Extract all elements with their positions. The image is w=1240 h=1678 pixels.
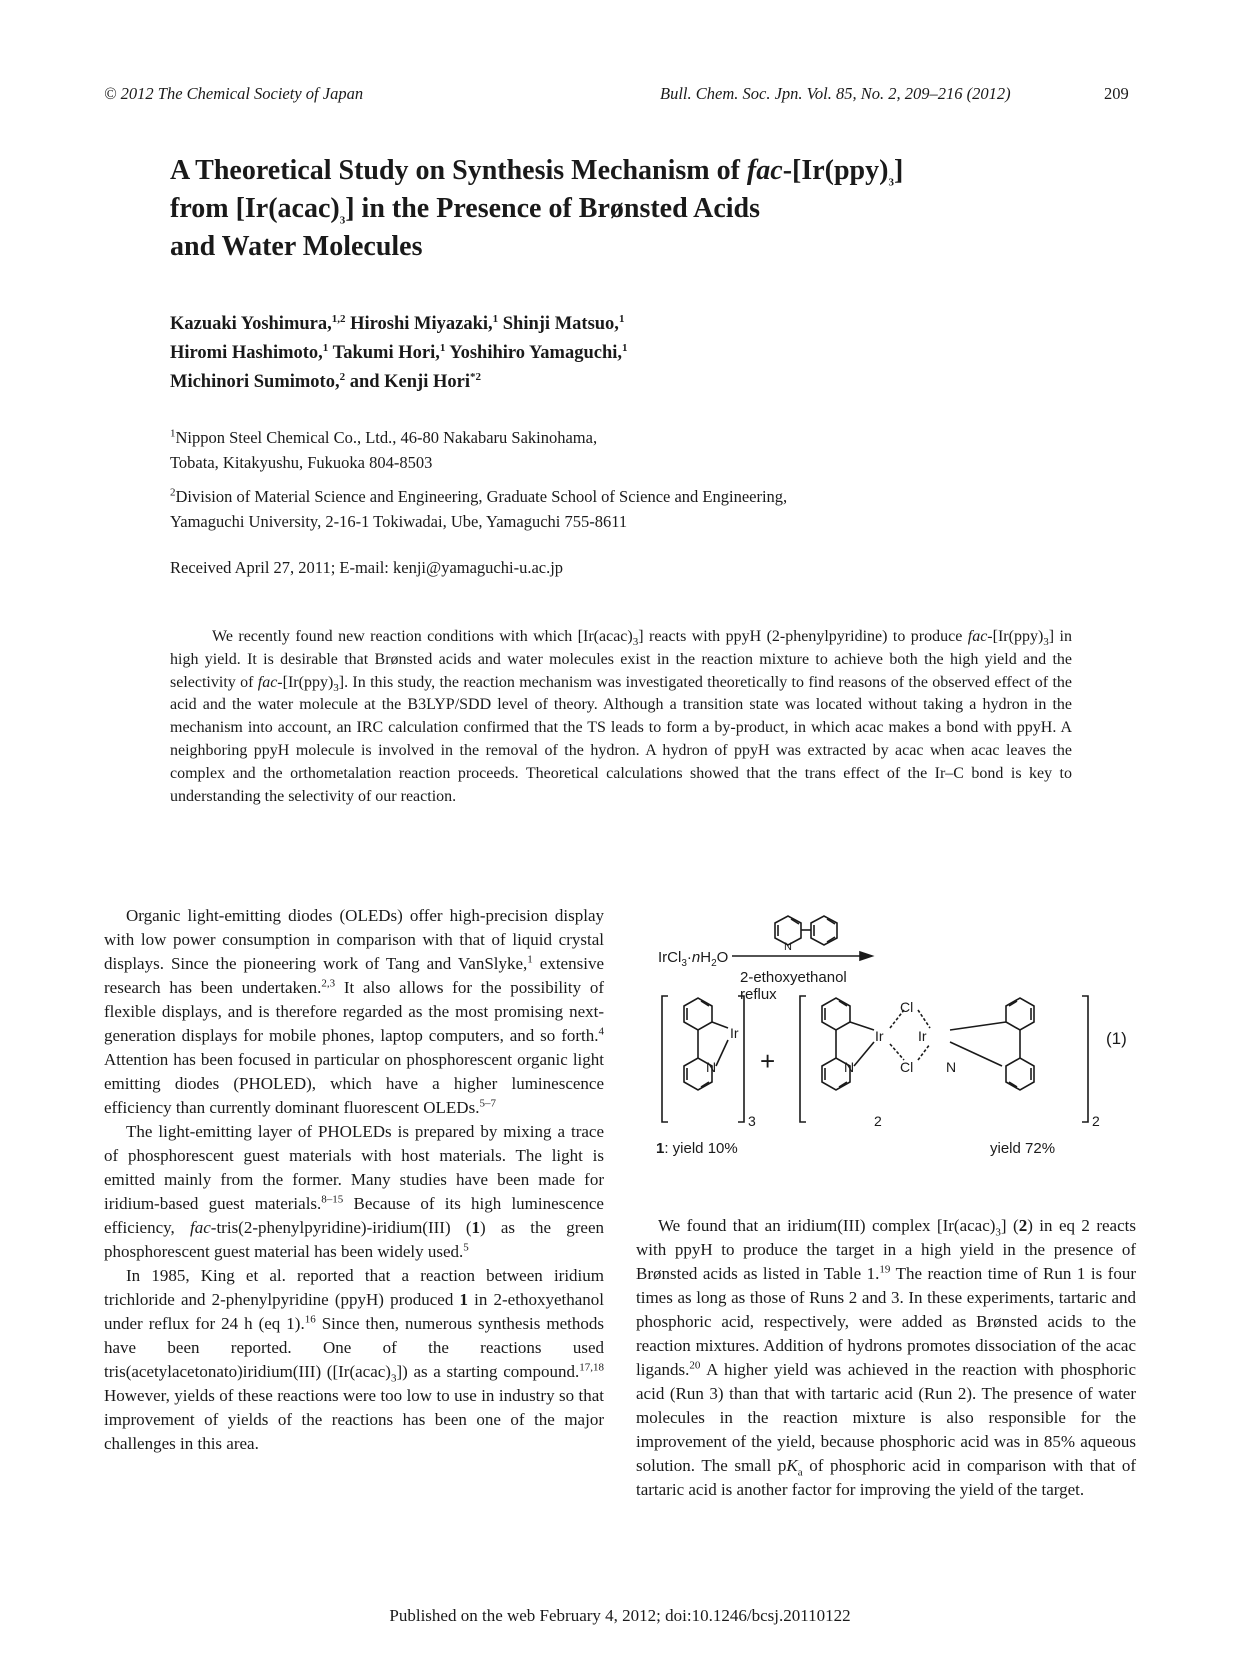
- atom-n-p1: N: [706, 1059, 717, 1075]
- atom-ir-p2b: Ir: [918, 1028, 927, 1044]
- journal-citation: Bull. Chem. Soc. Jpn. Vol. 85, No. 2, 209–216 (2012): [660, 84, 1011, 103]
- subscript-2a: 2: [874, 1113, 882, 1129]
- affiliation-1: $^1$Nippon Steel Chemical Co., Ltd., 46-80 Nakabaru Sakinohama, Tobata, Kitakyushu, Fukuoka 804-8503: [170, 427, 598, 472]
- paragraph-intro-3: In 1985, King et al. reported that a reaction between iridium trichloride and 2-phenylpyridine (ppyH) produced 1 in 2-ethoxyethanol under reflux for 24 h (eq 1).$^{16}$ Since then, numerous synthesis methods have been reported. One of the reactions used tris(acetylacetonato)iridium(III) $([Ir(acac)_3])$ as a starting compound.$^{17,18}$ However, yields of these reactions were too low to use in industry so that improvement of yields of the reactions has been one of the major challenges in this area.: [104, 1266, 604, 1453]
- title-line-1: A Theoretical Study on Synthesis Mechanism of fac-$[Ir(ppy)_3]$: [170, 155, 904, 189]
- plus-sign: +: [760, 1046, 776, 1076]
- title-line-2: from $[Ir(acac)_3]$ in the Presence of Brønsted Acids: [170, 193, 761, 227]
- reaction-scheme: [656, 900, 1140, 1200]
- paragraph-results-1: We found that an iridium(III) complex $[Ir(acac)_3]$ (2) in eq 2 reacts with ppyH to produce the target in a high yield in the presence of Brønsted acids as listed in Table 1.19 The reaction time of Run 1 is four times as long as those of Runs 2 and 3. In these experiments, tartaric and phosphoric acid, respectively, were added as Brønsted acids to the reaction mixtures. Addition of hydrons promotes dissociation of the acac ligands.$^{20}$ A higher yield was achieved in the reaction with phosphoric acid (Run 3) than that with tartaric acid (Run 2). The presence of water molecules in the reaction mixture is also responsible for the improvement of the yield, because phosphoric acid was in 85% aqueous solution. The small $pK_a$ of phosphoric acid in comparison with that of tartaric acid is another factor for improving the yield of the target.: [636, 1216, 1136, 1499]
- conditions-solvent: 2-ethoxyethanol: [740, 969, 847, 986]
- title-line-3: and Water Molecules: [170, 231, 423, 262]
- atom-n-ppyh: N: [784, 941, 792, 953]
- product-1-yield: 1: yield 10%: [656, 1140, 738, 1157]
- paragraph-intro-2: The light-emitting layer of PHOLEDs is prepared by mixing a trace of phosphorescent guest materials with host materials. The light is emitted mainly from the former. Many studies have been made for iridium-based guest materials.$^{8-15}$ Because of its high luminescence efficiency, fac-tris(2-phenylpyridine)-iridium(III) (1) as the green phosphorescent guest material has been widely used.$^5$: [104, 1122, 604, 1261]
- product-2-yield: yield 72%: [990, 1140, 1056, 1157]
- product-1-structure: [662, 996, 744, 1122]
- author-list: Kazuaki Yoshimura,$^{1,2}$ Hiroshi Miyazaki,$^1$ Shinji Matsuo,$^1$ Hiromi Hashimoto,$^1$ Takumi Hori,$^1$ Yoshihiro Yamaguchi,$^1$ Michinori Sumimoto,$^2$ and Kenji Hori$^{*2}$: [170, 312, 628, 392]
- paragraph-intro-1: Organic light-emitting diodes (OLEDs) offer high-precision display with low power consumption in comparison with that of liquid crystal displays. Since the pioneering work of Tang and VanSlyke,$^1$ extensive research has been undertaken.$^{2,3}$ It also allows for the possibility of flexible displays, and is therefore regarded as the most promising next-generation displays for mobile phones, laptop computers, and so forth.$^4$ Attention has been focused in particular on phosphorescent organic light emitting diodes (PHOLED), which have a higher luminescence efficiency than currently dominant fluorescent OLEDs.$^{5-7}$: [104, 906, 604, 1117]
- atom-n-p2b: N: [946, 1059, 957, 1075]
- abstract: We recently found new reaction conditions with which $[Ir(acac)_3]$ reacts with ppyH (2-phenylpyridine) to produce fac-$[Ir(ppy)_3]$ in high yield. It is desirable that Brønsted acids and water molecules exist in the reaction mixture to achieve both the high yield and the selectivity of fac-$[Ir(ppy)_3]$. In this study, the reaction mechanism was investigated theoretically to find reasons of the observed effect of the acid and the water molecule at the B3LYP/SDD level of theory. Although a transition state was located without taking a hydron in the mechanism into account, an IRC calculation confirmed that the TS leads to form a by-product, in which acac makes a bond with ppyH. A neighboring ppyH molecule is involved in the removal of the hydron. A hydron of ppyH was extracted by acac when acac leaves the complex and the orthometalation reaction proceeds. Theoretical calculations showed that the trans effect of the Ir–C bond is key to understanding the selectivity of our reaction.: [170, 628, 1072, 805]
- page-number: 209: [1104, 84, 1129, 103]
- left-column: [104, 904, 604, 1456]
- atom-ir-p1: Ir: [730, 1025, 739, 1041]
- paper-title: [170, 152, 903, 266]
- publication-footer: Published on the web February 4, 2012; doi:10.1246/bcsj.20110122: [389, 1606, 851, 1625]
- right-column: [636, 1214, 1136, 1502]
- received-email: Received April 27, 2011; E-mail: kenji@yamaguchi-u.ac.jp: [170, 558, 564, 577]
- atom-cl-top: Cl: [900, 999, 914, 1015]
- reactant-label: $IrCl_3\cdot nH_2O$: [658, 949, 729, 969]
- atom-n-p2a: N: [844, 1059, 855, 1075]
- atom-ir-p2a: Ir: [875, 1028, 884, 1044]
- subscript-2b: 2: [1092, 1113, 1100, 1129]
- conditions-reflux: reflux: [740, 986, 777, 1003]
- affiliation-2: $^2$Division of Material Science and Engineering, Graduate School of Science and Engineering, Yamaguchi University, 2-16-1 Tokiwadai, Ube, Yamaguchi 755-8611: [170, 486, 788, 531]
- equation-number: (1): [1106, 1029, 1127, 1048]
- journal-copyright: © 2012 The Chemical Society of Japan: [104, 84, 364, 103]
- subscript-3: 3: [748, 1113, 756, 1129]
- atom-cl-bottom: Cl: [900, 1059, 914, 1075]
